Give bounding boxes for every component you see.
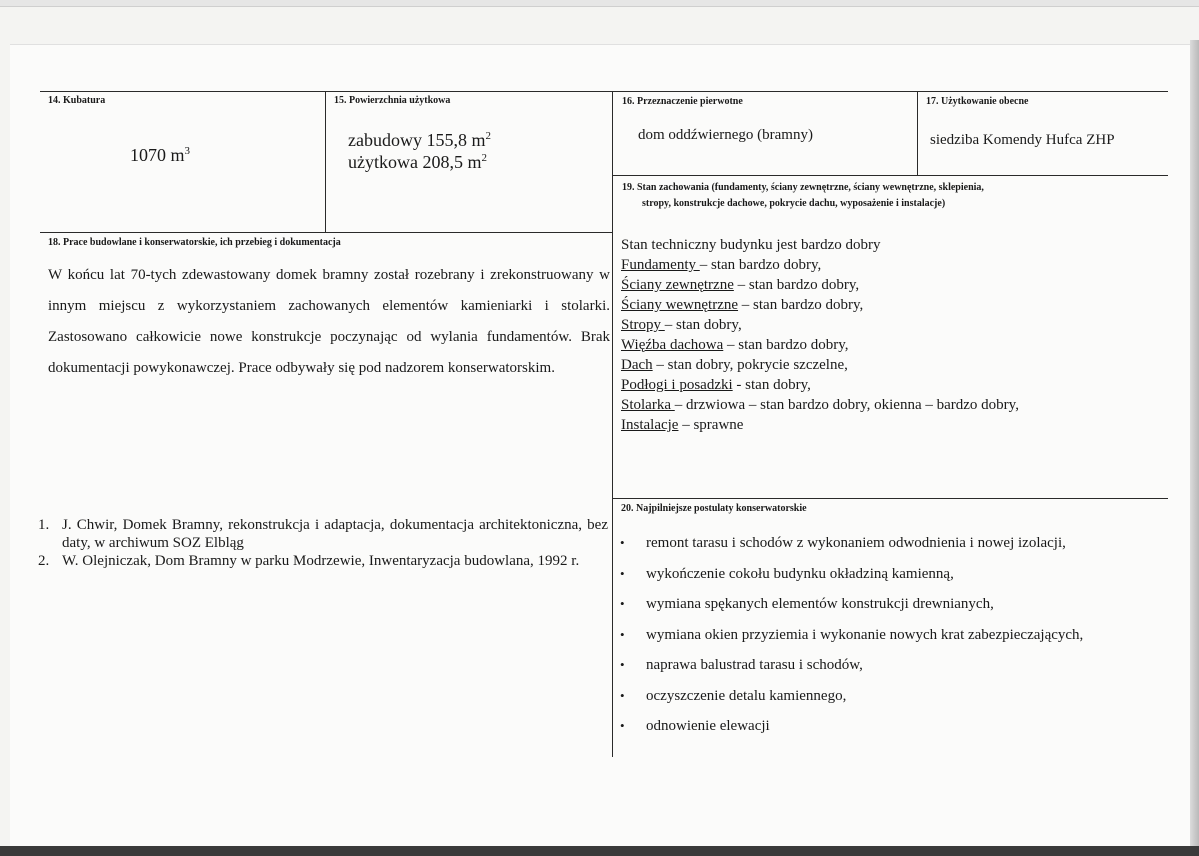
condition-item-status: – stan bardzo dobry, <box>733 277 860 293</box>
condition-item-name: Ściany zewnętrzne <box>621 277 734 293</box>
bullet-icon: • <box>620 596 625 611</box>
usable-area-exponent: 2 <box>481 152 487 164</box>
postulate-item <box>620 717 1083 748</box>
condition-foundations <box>621 256 821 274</box>
section-14-label: 14. Kubatura <box>48 95 106 106</box>
rule-col3 <box>917 91 918 175</box>
volume-value <box>130 140 190 166</box>
postulate-text: odnowienie elewacji <box>646 718 770 734</box>
section-16-label: 16. Przeznaczenie pierwotne <box>622 96 743 107</box>
original-purpose: dom oddźwiernego (bramny) <box>638 127 813 143</box>
literature-text: W. Olejniczak, Dom Bramny w parku Modrzewie, Inwentaryzacja budowlana, 1992 r. <box>62 553 580 569</box>
volume-unit-exponent: 3 <box>184 145 191 157</box>
built-area-exponent: 2 <box>485 130 491 142</box>
condition-item-status: – stan dobry, pokrycie szczelne, <box>652 357 848 373</box>
usable-area <box>348 147 487 173</box>
postulate-item <box>620 595 1083 626</box>
section-18-label: 18. Prace budowlane i konserwatorskie, ich przebieg i dokumentacja <box>48 237 341 248</box>
condition-item-name: Stropy <box>621 317 665 333</box>
condition-external-walls <box>621 276 859 294</box>
bullet-icon: • <box>620 718 625 733</box>
postulate-item <box>620 656 1083 687</box>
condition-item-name: Fundamenty <box>621 257 700 273</box>
usable-area-text: użytkowa 208,5 m <box>348 152 482 172</box>
literature-item <box>38 516 608 552</box>
postulate-item <box>620 687 1083 718</box>
bullet-icon: • <box>620 565 625 581</box>
section-19-label-line2: stropy, konstrukcje dachowe, pokrycie dachu, wyposażenie i instalacje) <box>642 198 946 209</box>
bullet-icon: • <box>620 657 625 672</box>
postulate-text: wymiana okien przyziemia i wykonanie nowych krat zabezpieczających, <box>646 626 1084 643</box>
postulate-text: wykończenie cokołu budynku okładziną kamienną, <box>646 565 954 582</box>
condition-item-name: Stolarka <box>621 397 675 413</box>
condition-item-name: Ściany wewnętrzne <box>621 297 739 313</box>
postulates-list <box>620 534 1083 748</box>
rule-row18 <box>40 232 612 233</box>
rule-col2 <box>612 91 613 757</box>
condition-installations <box>621 416 743 434</box>
postulate-item <box>620 626 1083 657</box>
section-19-label-line1: 19. Stan zachowania (fundamenty, ściany zewnętrzne, ściany wewnętrzne, sklepienia, <box>622 182 984 193</box>
section-20-label: 20. Najpilniejsze postulaty konserwatorskie <box>621 503 807 514</box>
rule-row19 <box>612 175 1168 176</box>
literature-item <box>38 552 608 570</box>
literature-number: 1. <box>38 517 50 533</box>
volume-number: 1070 m <box>130 145 185 165</box>
condition-item-status: – stan bardzo dobry, <box>723 337 849 353</box>
section-15-label: 15. Powierzchnia użytkowa <box>334 95 451 106</box>
section-17-label: 17. Użytkowanie obecne <box>926 96 1029 107</box>
postulate-text: oczyszczenie detalu kamiennego, <box>646 687 847 704</box>
current-use: siedziba Komendy Hufca ZHP <box>930 132 1115 148</box>
scan-top-edge <box>0 0 1199 7</box>
rule-col1 <box>325 91 326 232</box>
condition-floors <box>621 376 811 394</box>
condition-ceilings <box>621 316 742 334</box>
built-area-text: zabudowy 155,8 m <box>348 130 486 150</box>
condition-item-status: – stan dobry, <box>664 317 742 333</box>
literature-list <box>38 516 608 570</box>
rule-row20 <box>612 498 1168 499</box>
scan-right-edge <box>1190 40 1199 846</box>
postulate-text: wymiana spękanych elementów konstrukcji drewnianych, <box>646 596 994 612</box>
condition-joinery <box>621 396 1019 414</box>
bullet-icon: • <box>620 687 625 703</box>
postulate-item <box>620 534 1083 565</box>
condition-item-status: – drzwiowa – stan bardzo dobry, okienna – bardzo dobry, <box>674 397 1019 413</box>
bullet-icon: • <box>620 626 625 642</box>
condition-roof <box>621 356 848 374</box>
bullet-icon: • <box>620 535 625 550</box>
literature-number: 2. <box>38 553 50 569</box>
condition-item-name: Podłogi i posadzki <box>621 377 733 393</box>
works-description: W końcu lat 70-tych zdewastowany domek bramny został rozebrany i zrekonstruowany w innym miejscu z wykorzystaniem zachowanych elementów kamieniarki i stolarki. Zastosowano całkowicie nowe konstrukcje poczynając od wylania fundamentów. Brak dokumentacji powykonawczej. Prace odbywały się pod nadzorem konserwatorskim. <box>48 267 610 376</box>
condition-item-name: Więźba dachowa <box>621 337 724 353</box>
condition-item-status: – stan bardzo dobry, <box>699 257 822 273</box>
postulate-item <box>620 565 1083 596</box>
condition-internal-walls <box>621 296 863 314</box>
literature-text: J. Chwir, Domek Bramny, rekonstrukcja i adaptacja, dokumentacja architektoniczna, bez daty, w archiwum SOZ Elbląg <box>62 517 608 551</box>
condition-item-status: - stan dobry, <box>732 377 811 393</box>
condition-item-name: Instalacje <box>621 417 679 433</box>
rule-top <box>40 91 1168 92</box>
condition-roof-truss <box>621 336 849 354</box>
postulate-text: remont tarasu i schodów z wykonaniem odwodnienia i nowej izolacji, <box>646 535 1066 551</box>
condition-item-status: – sprawne <box>678 417 744 433</box>
condition-item-status: – stan bardzo dobry, <box>738 297 864 313</box>
condition-item-name: Dach <box>621 357 653 373</box>
postulate-text: naprawa balustrad tarasu i schodów, <box>646 657 863 673</box>
condition-intro: Stan techniczny budynku jest bardzo dobry <box>621 237 881 253</box>
scan-bottom-edge <box>0 846 1199 856</box>
